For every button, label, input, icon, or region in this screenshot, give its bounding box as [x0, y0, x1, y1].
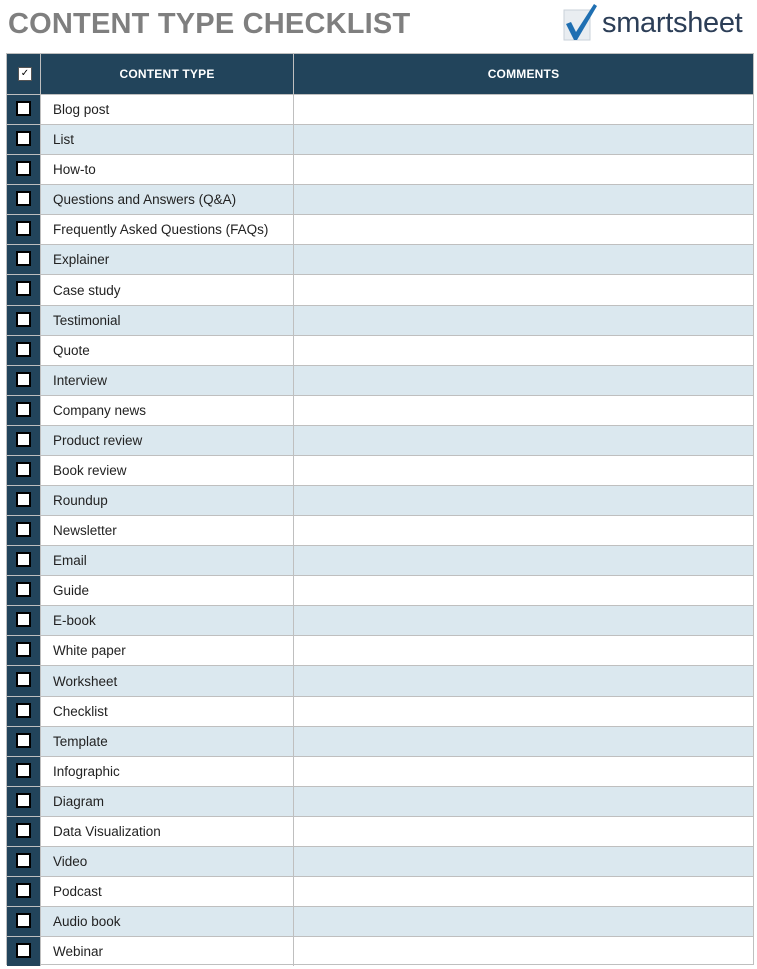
row-checkbox[interactable] [16, 763, 31, 778]
comment-cell[interactable] [294, 666, 753, 695]
checkbox-cell [7, 907, 41, 936]
content-type-cell: E-book [41, 606, 294, 635]
row-checkbox[interactable] [16, 131, 31, 146]
content-type-cell: Explainer [41, 245, 294, 274]
content-type-cell: List [41, 125, 294, 154]
table-row [7, 305, 753, 335]
content-type-cell: Audio book [41, 907, 294, 936]
table-row [7, 575, 753, 605]
content-type-cell: Guide [41, 576, 294, 605]
row-checkbox[interactable] [16, 883, 31, 898]
table-row [7, 756, 753, 786]
smartsheet-logo [560, 2, 755, 44]
content-type-cell: Book review [41, 456, 294, 485]
comment-cell[interactable] [294, 456, 753, 485]
table-body [7, 94, 753, 966]
checkbox-cell [7, 125, 41, 154]
row-checkbox[interactable] [16, 642, 31, 657]
comment-cell[interactable] [294, 606, 753, 635]
row-checkbox[interactable] [16, 672, 31, 687]
table-row [7, 184, 753, 214]
table-row [7, 816, 753, 846]
content-type-cell: Template [41, 727, 294, 756]
content-type-cell: Product review [41, 426, 294, 455]
row-checkbox[interactable] [16, 522, 31, 537]
comment-cell[interactable] [294, 817, 753, 846]
page-title: CONTENT TYPE CHECKLIST [8, 8, 411, 40]
table-row [7, 545, 753, 575]
checkbox-cell [7, 155, 41, 184]
checkbox-cell [7, 306, 41, 335]
content-type-cell: Worksheet [41, 666, 294, 695]
checkbox-cell [7, 757, 41, 786]
comment-cell[interactable] [294, 847, 753, 876]
comment-cell[interactable] [294, 937, 753, 966]
comment-cell[interactable] [294, 215, 753, 244]
row-checkbox[interactable] [16, 402, 31, 417]
table-header [7, 54, 753, 94]
content-type-cell: Interview [41, 366, 294, 395]
column-header-content-type: CONTENT TYPE [41, 54, 294, 94]
checkbox-cell [7, 847, 41, 876]
checkbox-cell [7, 516, 41, 545]
checkbox-cell [7, 215, 41, 244]
comment-cell[interactable] [294, 787, 753, 816]
row-checkbox[interactable] [16, 943, 31, 958]
checkmark-logo-icon [560, 2, 600, 44]
table-row [7, 274, 753, 304]
table-row [7, 214, 753, 244]
table-row [7, 485, 753, 515]
checkbox-cell [7, 697, 41, 726]
comment-cell[interactable] [294, 546, 753, 575]
table-row [7, 726, 753, 756]
row-checkbox[interactable] [16, 462, 31, 477]
table-row [7, 455, 753, 485]
content-type-cell: How-to [41, 155, 294, 184]
row-checkbox[interactable] [16, 793, 31, 808]
checkbox-cell [7, 336, 41, 365]
checkbox-cell [7, 606, 41, 635]
content-type-cell: Diagram [41, 787, 294, 816]
comment-cell[interactable] [294, 516, 753, 545]
row-checkbox[interactable] [16, 251, 31, 266]
table-row [7, 696, 753, 726]
comment-cell[interactable] [294, 185, 753, 214]
row-checkbox[interactable] [16, 221, 31, 236]
table-row [7, 244, 753, 274]
checkbox-cell [7, 576, 41, 605]
row-checkbox[interactable] [16, 191, 31, 206]
checkbox-cell [7, 426, 41, 455]
checkbox-cell [7, 366, 41, 395]
content-type-cell: Webinar [41, 937, 294, 966]
comment-cell[interactable] [294, 727, 753, 756]
row-checkbox[interactable] [16, 913, 31, 928]
comment-cell[interactable] [294, 576, 753, 605]
row-checkbox[interactable] [16, 853, 31, 868]
checkbox-cell [7, 787, 41, 816]
table-row [7, 395, 753, 425]
content-type-cell: Roundup [41, 486, 294, 515]
header-checkbox: ✓ [18, 67, 32, 81]
row-checkbox[interactable] [16, 161, 31, 176]
table-row [7, 786, 753, 816]
table-row [7, 124, 753, 154]
table-row [7, 906, 753, 936]
content-type-cell: Frequently Asked Questions (FAQs) [41, 215, 294, 244]
comment-cell[interactable] [294, 306, 753, 335]
table-row [7, 635, 753, 665]
column-header-comments: COMMENTS [294, 54, 753, 94]
content-type-cell: Podcast [41, 877, 294, 906]
comment-cell[interactable] [294, 907, 753, 936]
comment-cell[interactable] [294, 155, 753, 184]
table-row [7, 154, 753, 184]
row-checkbox[interactable] [16, 372, 31, 387]
row-checkbox[interactable] [16, 281, 31, 296]
content-type-cell: Email [41, 546, 294, 575]
row-checkbox[interactable] [16, 312, 31, 327]
row-checkbox[interactable] [16, 432, 31, 447]
row-checkbox[interactable] [16, 552, 31, 567]
content-type-cell: Video [41, 847, 294, 876]
checkbox-cell [7, 456, 41, 485]
row-checkbox[interactable] [16, 101, 31, 116]
checkbox-cell [7, 396, 41, 425]
checkbox-cell [7, 95, 41, 124]
row-checkbox[interactable] [16, 492, 31, 507]
row-checkbox[interactable] [16, 612, 31, 627]
content-type-cell: Infographic [41, 757, 294, 786]
comment-cell[interactable] [294, 245, 753, 274]
content-type-cell: Newsletter [41, 516, 294, 545]
table-row [7, 936, 753, 966]
checkbox-cell [7, 546, 41, 575]
content-type-cell: Case study [41, 275, 294, 304]
comment-cell[interactable] [294, 757, 753, 786]
row-checkbox[interactable] [16, 703, 31, 718]
logo-text: smartsheet [602, 6, 743, 39]
comment-cell[interactable] [294, 636, 753, 665]
content-type-cell: White paper [41, 636, 294, 665]
header-check-cell [7, 54, 41, 94]
checkbox-cell [7, 937, 41, 966]
checkbox-cell [7, 666, 41, 695]
table-row [7, 515, 753, 545]
comment-cell[interactable] [294, 336, 753, 365]
comment-cell[interactable] [294, 125, 753, 154]
row-checkbox[interactable] [16, 582, 31, 597]
row-checkbox[interactable] [16, 342, 31, 357]
content-type-cell: Quote [41, 336, 294, 365]
comment-cell[interactable] [294, 95, 753, 124]
table-row [7, 94, 753, 124]
checkbox-cell [7, 486, 41, 515]
table-row [7, 365, 753, 395]
content-type-cell: Company news [41, 396, 294, 425]
row-checkbox[interactable] [16, 823, 31, 838]
comment-cell[interactable] [294, 486, 753, 515]
comment-cell[interactable] [294, 366, 753, 395]
table-row [7, 605, 753, 635]
checkbox-cell [7, 275, 41, 304]
row-checkbox[interactable] [16, 733, 31, 748]
comment-cell[interactable] [294, 396, 753, 425]
comment-cell[interactable] [294, 877, 753, 906]
comment-cell[interactable] [294, 697, 753, 726]
table-row [7, 425, 753, 455]
checklist-table [6, 53, 754, 965]
content-type-cell: Questions and Answers (Q&A) [41, 185, 294, 214]
checkbox-cell [7, 185, 41, 214]
comment-cell[interactable] [294, 426, 753, 455]
content-type-cell: Testimonial [41, 306, 294, 335]
checkbox-cell [7, 636, 41, 665]
checkbox-cell [7, 877, 41, 906]
table-row [7, 665, 753, 695]
content-type-cell: Checklist [41, 697, 294, 726]
content-type-cell: Blog post [41, 95, 294, 124]
content-type-cell: Data Visualization [41, 817, 294, 846]
checkbox-cell [7, 727, 41, 756]
checkbox-cell [7, 817, 41, 846]
table-row [7, 335, 753, 365]
table-row [7, 846, 753, 876]
comment-cell[interactable] [294, 275, 753, 304]
checkbox-cell [7, 245, 41, 274]
table-row [7, 876, 753, 906]
